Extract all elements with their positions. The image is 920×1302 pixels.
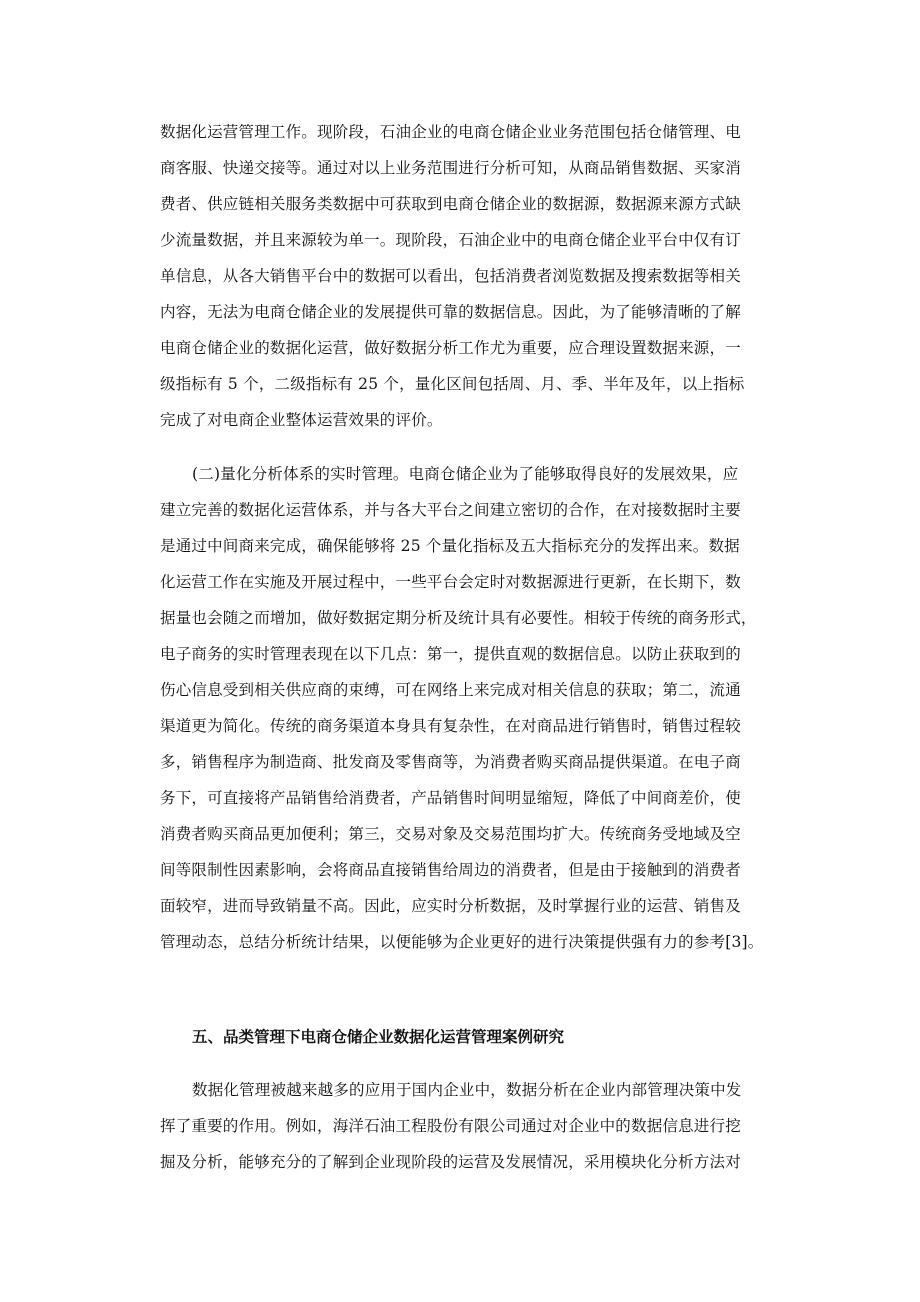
section-heading: 五、品类管理下电商仓储企业数据化运营管理案例研究 <box>192 1028 565 1046</box>
paragraph1-line: 级指标有 5 个，二级指标有 25 个，量化区间包括周、月、季、半年及年，以上指标 <box>160 375 745 393</box>
paragraph1-line: 商客服、快递交接等。通过对以上业务范围进行分析可知，从商品销售数据、买家消 <box>160 159 741 177</box>
paragraph2-line: (二)量化分析体系的实时管理。电商仓储企业为了能够取得良好的发展效果，应 <box>192 465 739 483</box>
paragraph2-line: 渠道更为简化。传统的商务渠道本身具有复杂性，在对商品进行销售时，销售过程较 <box>160 717 741 735</box>
paragraph1-line: 完成了对电商企业整体运营效果的评价。 <box>160 411 443 429</box>
paragraph2-line: 间等限制性因素影响，会将商品直接销售给周边的消费者，但是由于接触到的消费者 <box>160 861 741 879</box>
paragraph1-line: 费者、供应链相关服务类数据中可获取到电商仓储企业的数据源，数据源来源方式缺 <box>160 195 741 213</box>
paragraph2-line: 多，销售程序为制造商、批发商及零售商等，为消费者购买商品提供渠道。在电子商 <box>160 753 741 771</box>
paragraph1-line: 少流量数据，并且来源较为单一。现阶段，石油企业中的电商仓储企业平台中仅有订 <box>160 231 741 249</box>
paragraph2-line: 建立完善的数据化运营体系，并与各大平台之间建立密切的合作，在对接数据时主要 <box>160 501 741 519</box>
paragraph3-line: 掘及分析，能够充分的了解到企业现阶段的运营及发展情况，采用模块化分析方法对 <box>160 1153 741 1171</box>
paragraph1-line: 单信息，从各大销售平台中的数据可以看出，包括消费者浏览数据及搜索数据等相关 <box>160 267 741 285</box>
paragraph2-line: 务下，可直接将产品销售给消费者，产品销售时间明显缩短，降低了中间商差价，使 <box>160 789 741 807</box>
paragraph2-line: 化运营工作在实施及开展过程中，一些平台会定时对数据源进行更新，在长期下，数 <box>160 573 741 591</box>
paragraph1-line: 内容，无法为电商仓储企业的发展提供可靠的数据信息。因此，为了能够清晰的了解 <box>160 303 741 321</box>
paragraph3-line: 数据化管理被越来越多的应用于国内企业中，数据分析在企业内部管理决策中发 <box>192 1081 742 1099</box>
paragraph1-line: 数据化运营管理工作。现阶段，石油企业的电商仓储企业业务范围包括仓储管理、电 <box>160 123 741 141</box>
paragraph2-line: 伤心信息受到相关供应商的束缚，可在网络上来完成对相关信息的获取；第二，流通 <box>160 681 741 699</box>
paragraph2-line: 电子商务的实时管理表现在以下几点：第一，提供直观的数据信息。以防止获取到的 <box>160 645 741 663</box>
paragraph2-line: 是通过中间商来完成，确保能够将 25 个量化指标及五大指标充分的发挥出来。数据 <box>160 537 740 555</box>
paragraph2-line: 据量也会随之而增加，做好数据定期分析及统计具有必要性。相较于传统的商务形式， <box>160 609 757 627</box>
paragraph1-line: 电商仓储企业的数据化运营，做好数据分析工作尤为重要，应合理设置数据来源，一 <box>160 339 741 357</box>
paragraph2-line: 消费者购买商品更加便利；第三，交易对象及交易范围均扩大。传统商务受地域及空 <box>160 825 741 843</box>
paragraph2-line: 管理动态，总结分析统计结果，以便能够为企业更好的进行决策提供强有力的参考[3]。 <box>160 933 764 951</box>
paragraph3-line: 挥了重要的作用。例如，海洋石油工程股份有限公司通过对企业中的数据信息进行挖 <box>160 1117 741 1135</box>
paragraph2-line: 面较窄，进而导致销量不高。因此，应实时分析数据，及时掌握行业的运营、销售及 <box>160 897 741 915</box>
